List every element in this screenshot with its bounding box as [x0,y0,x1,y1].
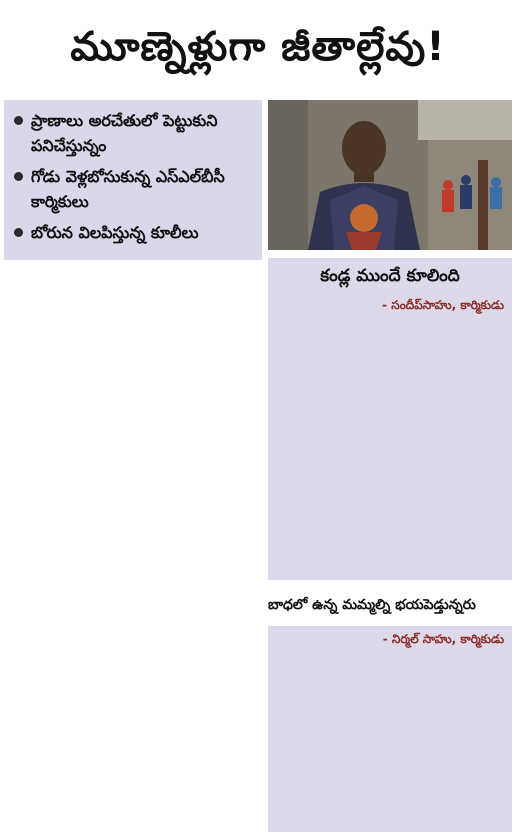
sub-heading: బాధలో ఉన్న మమ్మల్ని భయపెడ్తున్నరు [268,597,476,613]
worker-photo [268,100,512,250]
bullet-item [14,164,256,214]
bullet-item [14,108,256,158]
bullet-text: గోడు వెళ్లబోసుకున్న ఎస్ఎల్‌బీసీ కార్మికులు [31,167,225,211]
headline: మూణ్నెళ్లుగా జీతాల్లేవు! [70,24,446,70]
side-quote-credit: - సందీప్‌సాహు, కార్మికుడు [382,298,504,312]
worker-photo-illustration [268,100,512,250]
bullet-dot-icon [14,228,23,237]
bullet-text: ప్రాణాలు అరచేతులో పెట్టుకుని పనిచేస్తున్నం [31,111,218,155]
bottom-quote-box [268,626,512,832]
side-quote-title: కండ్ల ముందే కూలింది [320,266,460,286]
bullet-text: బోరున విలపిస్తున్న కూలీలు [31,223,199,242]
side-quote-box [268,258,512,580]
bottom-quote-credit: - నిర్మల్ సాహు, కార్మికుడు [382,632,504,646]
bullet-dot-icon [14,172,23,181]
bullet-item [14,220,256,245]
bullet-dot-icon [14,116,23,125]
bullet-list [4,100,262,260]
